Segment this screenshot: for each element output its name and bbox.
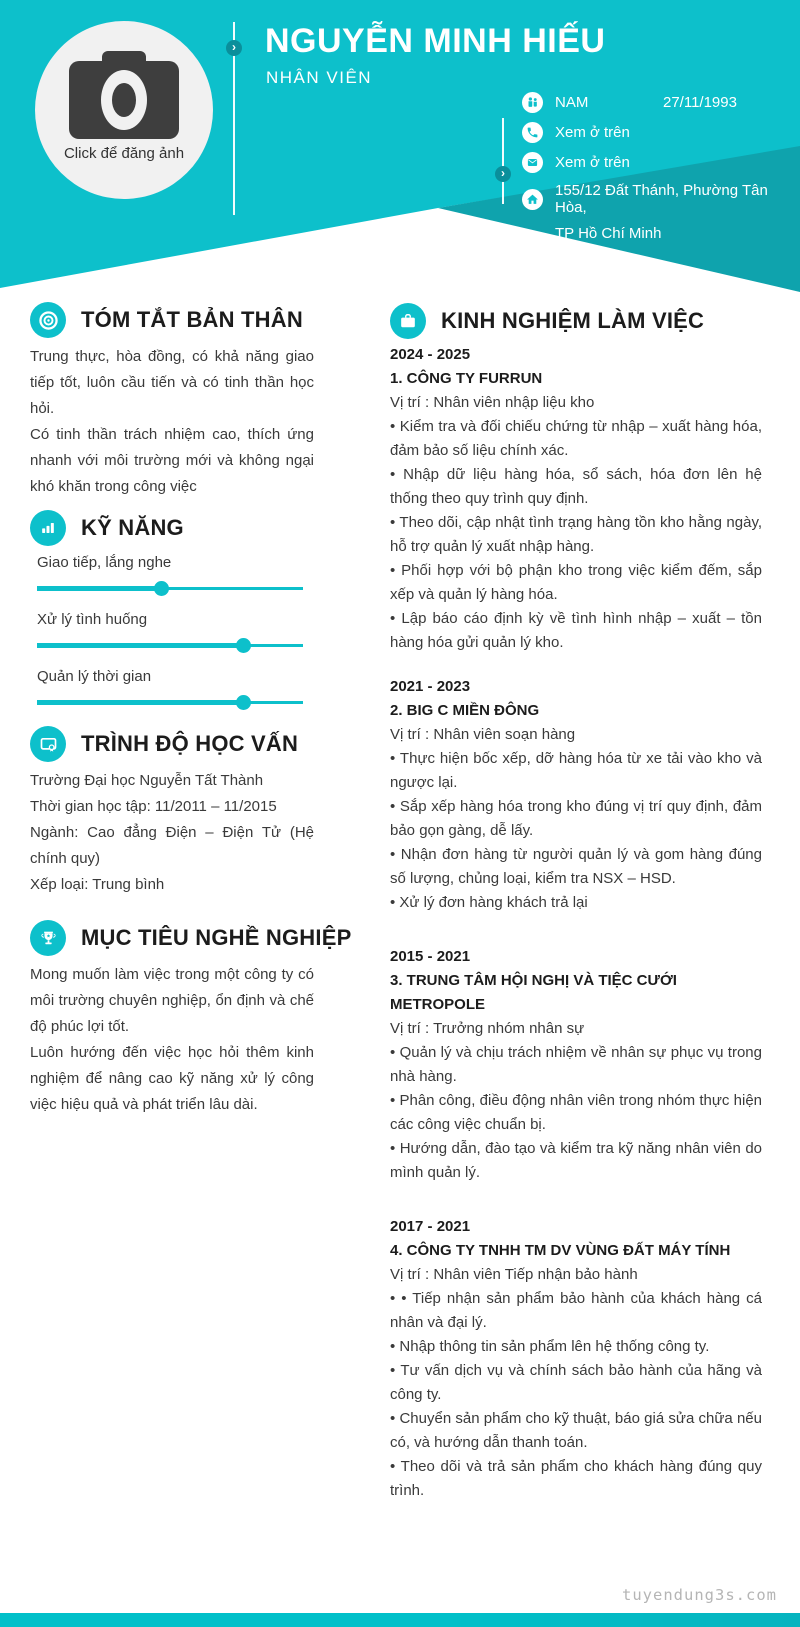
contact-row-gender (522, 92, 792, 113)
slider-knob[interactable] (236, 695, 251, 710)
job-bullets (390, 1041, 762, 1185)
job-bullet: • Phối hợp với bộ phận kho trong việc kiểm đếm, sắp xếp và quản lý hàng hóa. (390, 562, 762, 603)
job-bullet: • Tư vấn dịch vụ và chính sách bảo hành của hãng và công ty. (390, 1362, 762, 1403)
section-title: MỤC TIÊU NGHỀ NGHIỆP (81, 925, 352, 950)
job-bullet: • Theo dõi và trả sản phẩm cho khách hàng đúng quy trình. (390, 1458, 762, 1499)
education-major: Ngành: Cao đẳng Điện – Điện Tử (Hệ chính quy) (30, 824, 314, 867)
email-icon (522, 152, 543, 173)
job-bullet: • Lập báo cáo định kỳ về tình hình nhập – xuất – tồn hàng hóa gửi quản lý kho. (390, 610, 762, 651)
skill-label: Quản lý thời gian (37, 668, 152, 685)
job-bullet: • Chuyển sản phẩm cho kỹ thuật, báo giá sửa chữa nếu có, và hướng dẫn thanh toán. (390, 1410, 762, 1451)
phone-icon (522, 122, 543, 143)
skill-label: Giao tiếp, lắng nghe (37, 554, 172, 571)
address-line2: TP Hồ Chí Minh (555, 225, 662, 242)
job-bullets (390, 415, 762, 655)
site-watermark: tuyendung3s.com (622, 1586, 777, 1604)
address-line1: 155/12 Đất Thánh, Phường Tân Hòa, (555, 182, 768, 216)
job-position: Vị trí : Nhân viên Tiếp nhận bảo hành (390, 1266, 638, 1283)
job-entry (390, 343, 762, 655)
job-bullet: • Nhập dữ liệu hàng hóa, sổ sách, hóa đơn lên hệ thống theo quy trình quy định. (390, 466, 762, 507)
chevron-right-icon (226, 40, 242, 56)
job-bullet: • Theo dõi, cập nhật tình trạng hàng tồn kho hằng ngày, hỗ trợ quản lý xuất nhập hàng. (390, 514, 762, 555)
skill-label: Xử lý tình huống (37, 611, 148, 628)
section-title: KỸ NĂNG (81, 515, 184, 540)
certificate-icon (30, 726, 66, 762)
job-company: 2. BIG C MIỀN ĐÔNG (390, 702, 540, 719)
job-bullet: • Nhận đơn hàng từ người quản lý và gom hàng đúng số lượng, chủng loại, kiểm tra NSX – HSD. (390, 846, 762, 887)
photo-upload-label: Click để đăng ảnh (63, 145, 185, 162)
birthdate-value: 27/11/1993 (663, 94, 737, 111)
job-position: Vị trí : Nhân viên nhập liệu kho (390, 394, 595, 411)
education-period: Thời gian học tập: 11/2011 – 11/2015 (30, 798, 277, 815)
job-company: 1. CÔNG TY FURRUN (390, 370, 543, 387)
section-education-header (30, 726, 314, 762)
job-bullet: • Kiểm tra và đối chiếu chứng từ nhập – xuất hàng hóa, đảm bảo số liệu chính xác. (390, 418, 762, 459)
section-title: TÓM TẮT BẢN THÂN (81, 307, 303, 332)
home-icon (522, 189, 543, 210)
objective-paragraph: Mong muốn làm việc trong một công ty có môi trường chuyên nghiệp, ổn định và chế độ phúc lợi tốt. (30, 966, 314, 1035)
email-value: Xem ở trên (555, 154, 630, 171)
slider-knob[interactable] (236, 638, 251, 653)
skill-item (37, 552, 303, 596)
job-bullet: • Xử lý đơn hàng khách trả lại (390, 894, 588, 911)
footer-accent-bar (0, 1613, 800, 1627)
job-company: 3. TRUNG TÂM HỘI NGHỊ VÀ TIỆC CƯỚI METROPOLE (390, 972, 677, 1013)
bar-chart-icon (30, 510, 66, 546)
job-bullet: • Thực hiện bốc xếp, dỡ hàng hóa từ xe tải vào kho và ngược lại. (390, 750, 762, 791)
skills-list (30, 552, 314, 710)
skill-item (37, 609, 303, 653)
job-entry (390, 675, 762, 915)
right-column (390, 303, 762, 1503)
left-column (30, 302, 352, 1118)
gender-value: NAM (555, 94, 589, 111)
photo-upload-placeholder[interactable] (35, 21, 213, 199)
camera-icon (65, 51, 183, 143)
slider-knob[interactable] (154, 581, 169, 596)
education-school: Trường Đại học Nguyễn Tất Thành (30, 772, 264, 789)
candidate-name: NGUYỄN MINH HIẾU (265, 22, 606, 60)
job-bullet: • Phân công, điều động nhân viên trong nhóm thực hiện các công việc chuẩn bị. (390, 1092, 762, 1133)
job-bullet: • Sắp xếp hàng hóa trong kho đúng vị trí quy định, đảm bảo gọn gàng, dễ lấy. (390, 798, 762, 839)
contact-divider-line (502, 118, 504, 204)
skill-slider[interactable] (37, 638, 303, 653)
skill-slider[interactable] (37, 581, 303, 596)
contact-row-phone (522, 122, 792, 143)
job-bullet: • Hướng dẫn, đào tạo và kiểm tra kỹ năng nhân viên do mình quản lý. (390, 1140, 762, 1181)
job-period: 2024 - 2025 (390, 346, 471, 363)
job-bullets (390, 747, 762, 915)
section-skills-header (30, 510, 314, 546)
phone-value: Xem ở trên (555, 124, 630, 141)
skill-item (37, 666, 303, 710)
job-bullets (390, 1287, 762, 1503)
contact-row-email (522, 152, 792, 173)
section-objective-header (30, 920, 352, 956)
education-details (30, 768, 314, 898)
candidate-position: NHÂN VIÊN (266, 68, 373, 87)
job-bullet: • • Tiếp nhận sản phẩm bảo hành của khách hàng cá nhân và đại lý. (390, 1290, 762, 1331)
job-company: 4. CÔNG TY TNHH TM DV VÙNG ĐẤT MÁY TÍNH (390, 1242, 731, 1259)
job-bullet: • Quản lý và chịu trách nhiệm về nhân sự phục vụ trong nhà hàng. (390, 1044, 762, 1085)
section-title: KINH NGHIỆM LÀM VIỆC (441, 308, 705, 333)
section-summary-header (30, 302, 314, 338)
job-position: Vị trí : Trưởng nhóm nhân sự (390, 1020, 585, 1037)
summary-paragraph: Trung thực, hòa đồng, có khả năng giao tiếp tốt, luôn cầu tiến và có tinh thần học hỏi. (30, 348, 314, 417)
job-bullet: • Nhập thông tin sản phẩm lên hệ thống công ty. (390, 1338, 710, 1355)
job-period: 2017 - 2021 (390, 1218, 471, 1235)
trophy-icon (30, 920, 66, 956)
skill-slider[interactable] (37, 695, 303, 710)
summary-paragraph: Có tinh thần trách nhiệm cao, thích ứng nhanh với môi trường mới và không ngại khó khăn trong công việc (30, 426, 314, 495)
job-entry (390, 945, 762, 1185)
contact-info (522, 92, 792, 242)
chevron-right-icon (495, 166, 511, 182)
job-period: 2021 - 2023 (390, 678, 471, 695)
header (0, 0, 800, 292)
gender-icon (522, 92, 543, 113)
job-period: 2015 - 2021 (390, 948, 471, 965)
job-position: Vị trí : Nhân viên soạn hàng (390, 726, 576, 743)
education-grade: Xếp loại: Trung bình (30, 876, 165, 893)
section-experience-header (390, 303, 762, 339)
briefcase-icon (390, 303, 426, 339)
objective-paragraph: Luôn hướng đến việc học hỏi thêm kinh nghiệm để nâng cao kỹ năng xử lý công việc hiệu quả và phát triển lâu dài. (30, 1044, 314, 1113)
target-icon (30, 302, 66, 338)
contact-row-address (522, 182, 792, 216)
section-title: TRÌNH ĐỘ HỌC VẤN (81, 731, 299, 756)
job-entry (390, 1215, 762, 1503)
